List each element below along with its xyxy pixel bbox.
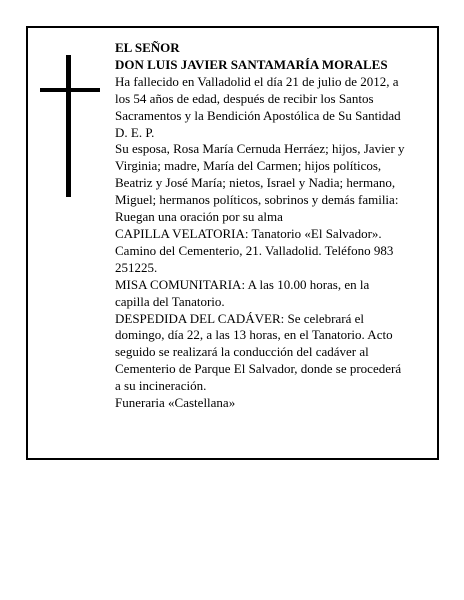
cross-vertical-bar: [66, 55, 71, 197]
mass-line: MISA COMUNITARIA: A las 10.00 horas, en la: [115, 276, 370, 292]
rest-in-peace: D. E. P.: [115, 124, 155, 140]
notice-line: Ha fallecido en Valladolid el día 21 de julio de 2012, a: [115, 73, 399, 89]
deceased-name: DON LUIS JAVIER SANTAMARÍA MORALES: [115, 56, 388, 72]
family-line: Virginia; madre, María del Carmen; hijos políticos,: [115, 158, 382, 174]
prayer-request: Ruegan una oración por su alma: [115, 209, 283, 225]
family-line: Su esposa, Rosa María Cernuda Herráez; hijos, Javier y: [115, 141, 405, 157]
notice-text: [115, 40, 433, 412]
mass-line: capilla del Tanatorio.: [115, 293, 225, 309]
farewell-line: seguido se realizará la conducción del cadáver al: [115, 344, 369, 360]
family-line: Miguel; hermanos políticos, sobrinos y demás familia:: [115, 192, 399, 208]
wake-chapel-line: CAPILLA VELATORIA: Tanatorio «El Salvador».: [115, 225, 382, 241]
wake-chapel-line: 251225.: [115, 259, 158, 275]
funeral-home: Funeraria «Castellana»: [115, 395, 236, 411]
obituary-notice: [26, 26, 439, 460]
farewell-line: Cementerio de Parque El Salvador, donde se procederá: [115, 361, 402, 377]
wake-chapel-line: Camino del Cementerio, 21. Valladolid. Teléfono 983: [115, 242, 394, 258]
notice-line: Sacramentos y la Bendición Apostólica de Su Santidad: [115, 107, 401, 123]
notice-line: los 54 años de edad, después de recibir los Santos: [115, 90, 374, 106]
farewell-line: a su incineración.: [115, 378, 207, 394]
cross-icon: [40, 55, 100, 197]
cross-horizontal-bar: [40, 88, 100, 92]
farewell-line: domingo, día 22, a las 13 horas, en el Tanatorio. Acto: [115, 327, 393, 343]
farewell-line: DESPEDIDA DEL CADÁVER: Se celebrará el: [115, 310, 364, 326]
notice-heading: EL SEÑOR: [115, 40, 180, 55]
family-line: Beatriz y José María; nietos, Israel y Nadia; hermano,: [115, 175, 396, 191]
